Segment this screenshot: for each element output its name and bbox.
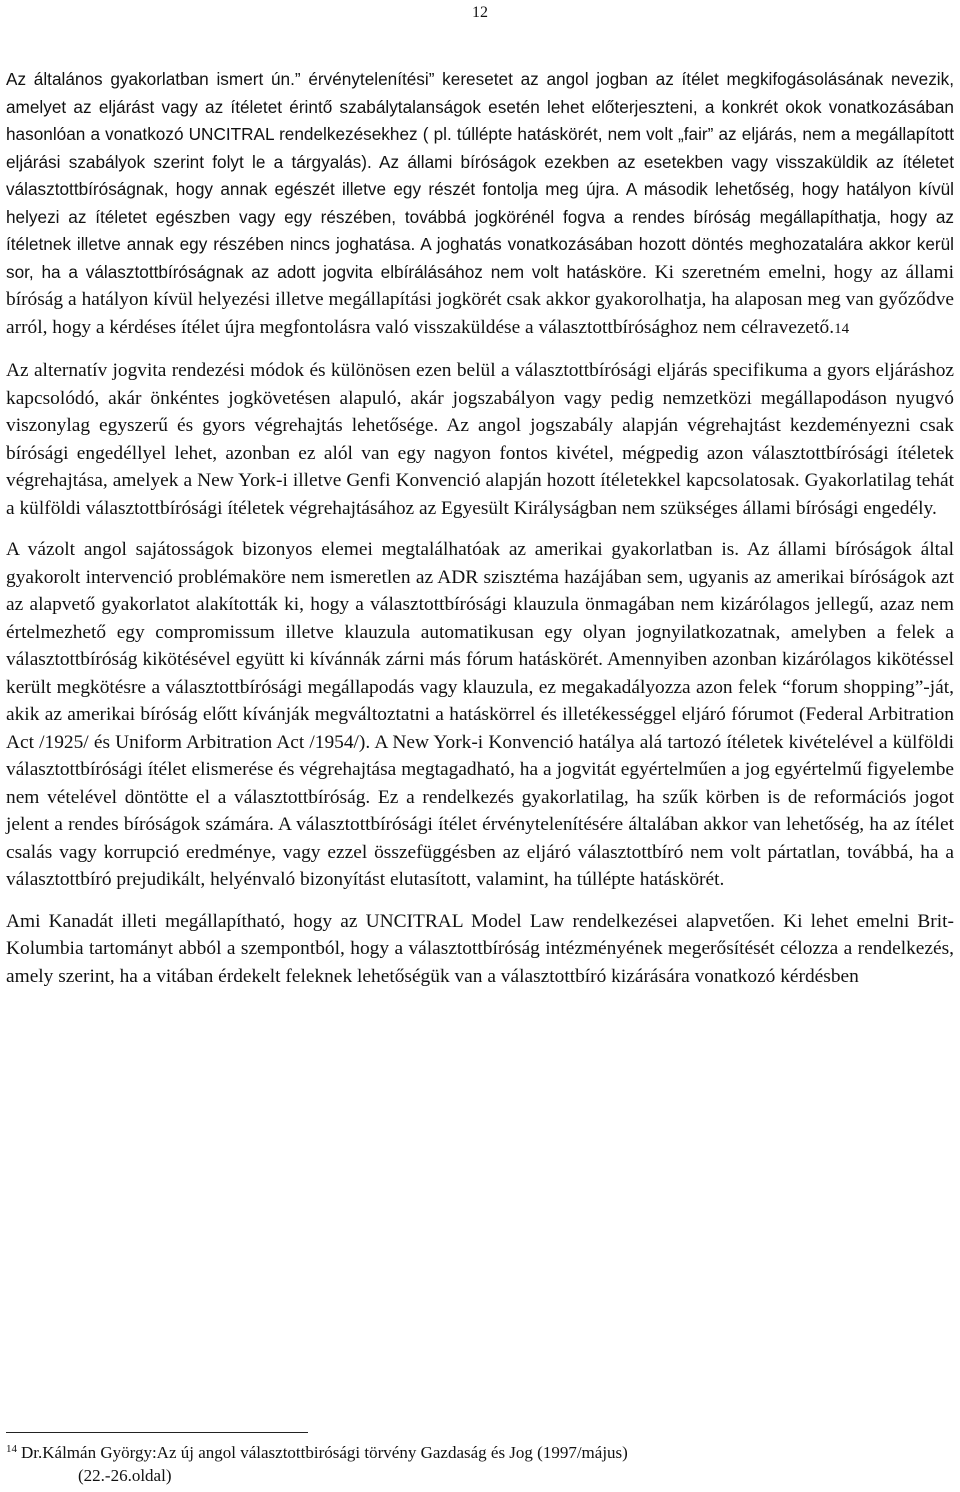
footnote-reference[interactable]: 14 <box>834 320 850 337</box>
paragraph-2-text: Az alternatív jogvita rendezési módok és különösen ezen belül a választottbírósági eljárás specifikuma a gyors eljáráshoz kapcsolódó, akár önkéntes jogkövetésen alapuló, akár jogszabályon vagy pedig nemzetközi megállapodáson nyugvó viszonylag egyszerű és gyors végrehajtás lehetősége. Az angol jogszabály alapján végrehajtást kezdeményezni csak bírósági engedéllyel lehet, azonban ez alól van egy nagyon fontos kivétel, mégpedig azon választottbírósági ítéletek végrehajtása, amelyek a New York-i illetve Genfi Konvenció alapján hozott ítéletekkel kapcsolatosak. Gyakorlatilag tehát a külföldi választottbírósági ítéletek végrehajtásához az Egyesült Királyságban nem szükséges állami bírósági engedély. <box>6 360 954 519</box>
paragraph-4-text: Ami Kanadát illeti megállapítható, hogy az UNCITRAL Model Law rendelkezései alapvetően. Ki lehet emelni Brit-Kolumbia tartományt abból a szempontból, hogy a választottbíróság intézményének megerősítését célozza a rendelkezés, amely szerint, ha a vitában érdekelt feleknek lehetőségük van a választottbíró kizárására vonatkozó kérdésben <box>6 910 954 987</box>
paragraph-2 <box>6 357 954 522</box>
paragraph-3-text: A vázolt angol sajátosságok bizonyos elemei megtalálhatóak az amerikai gyakorlatban is. Az állami bíróságok által gyakorolt intervenció problémaköre nem ismeretlen az ADR szisztéma hazájában sem, ugyanis az amerikai bíróságok azt az alapvető gyakorlatot alakították ki, hogy a választottbírósági klauzula önmagában nem kizárólagos jellegű, azaz nem értelmezhető egy compromissum illetve klauzula automatikusan egy olyan jognyilatkozatnak, amelyben a felek a választottbíróság kikötésével együtt ki kívánnák zárni más fórum hatáskörét. Amennyiben azonban kizárólagos kikötéssel került megkötésre a választottbírósági megállapodás vagy klauzula, ez megakadályozza azon felek “forum shopping”-ját, akik az amerikai bíróság előtt kívánják megváltoztatni a hatáskörrel és illetékességgel eljáró fórumot (Federal Arbitration Act /1925/ és Uniform Arbitration Act /1954/). A New York-i Konvenció hatálya alá tartozó ítéletek kivételével a külföldi választottbírósági ítélet elismerése és végrehajtása megtagadható, ha a jogvitát egyértelműen a jog egyértelmű figyelembe nem vételével döntötte el a választottbíróság. Ez a rendelkezés gyakorlatilag, ha szűk körben is de reformációs jogot jelent a rendes bíróságok számára. A választottbírósági ítélet érvénytelenítésére általában akkor van lehetőség, ha az ítélet csalás vagy korrupció eredménye, vagy ezzel összefüggésben az eljáró választottbíró nem volt pártatlan, továbbá, ha a választottbíró prejudikált, helyénvaló bizonyítást elutasított, valamint, ha túllépte hatáskörét. <box>6 539 954 890</box>
body-text <box>6 66 954 990</box>
paragraph-3 <box>6 536 954 894</box>
footnote-pages: (22.-26.oldal) <box>78 1466 172 1485</box>
footnote-text: Dr.Kálmán György:Az új angol választottbirósági törvény Gazdaság és Jog (1997/május) <box>21 1443 628 1462</box>
paragraph-1-sentence-2: Az állami bíróságok ezekben az esetekben vagy visszaküldik az ítéletet választottbíróságnak, hogy annak egészét illetve egy részét fontolja meg újra. <box>6 151 954 199</box>
page-number: 12 <box>472 4 488 21</box>
paragraph-1-sentence-3: A második lehetőség, hogy hatályon kívül helyezi az ítéletet egészben vagy egy részében, továbbá jogkörénél fogva a rendes bíróság megállapíthatja, hogy az ítéletnek illetve annak egy részében nincs joghatása. <box>6 179 954 254</box>
footnote <box>6 1438 954 1487</box>
paragraph-1-sentence-1: Az általános gyakorlatban ismert ún.” érvénytelenítési” keresetet az angol jogban az ítélet megkifogásolásának nevezik, amelyet az eljárást vagy az ítéletet érintő szabálytalanságok esetén lehet előterjeszteni, a konkrét okok vonatkozásában hasonlóan a vonatkozó UNCITRAL rendelkezésekhez ( pl. túllépte hatáskörét, nem volt „fair” az eljárás, nem a megállapított eljárási szabályok szerint folyt le a tárgyalás). <box>6 69 954 172</box>
footnote-marker: 14 <box>6 1443 17 1455</box>
footnote-divider <box>6 1432 308 1433</box>
paragraph-1-sentence-5: Ki szeretném emelni, hogy az állami bíróság a hatályon kívül helyezési illetve megállapítási jogkörét csak akkor gyakorolhatja, ha alaposan meg van győződve arról, hogy a kérdéses ítélet újra megfontolásra való visszaküldése a választottbírósághoz nem célravezető. <box>6 261 954 338</box>
paragraph-1 <box>6 66 954 343</box>
paragraph-1-sentence-4: A joghatás vonatkozásában hozott döntés meghozatalára akkor kerül sor, ha a választottbíróságnak az adott jogvita elbírálásához nem volt hatásköre. <box>6 234 954 282</box>
paragraph-4 <box>6 908 954 991</box>
